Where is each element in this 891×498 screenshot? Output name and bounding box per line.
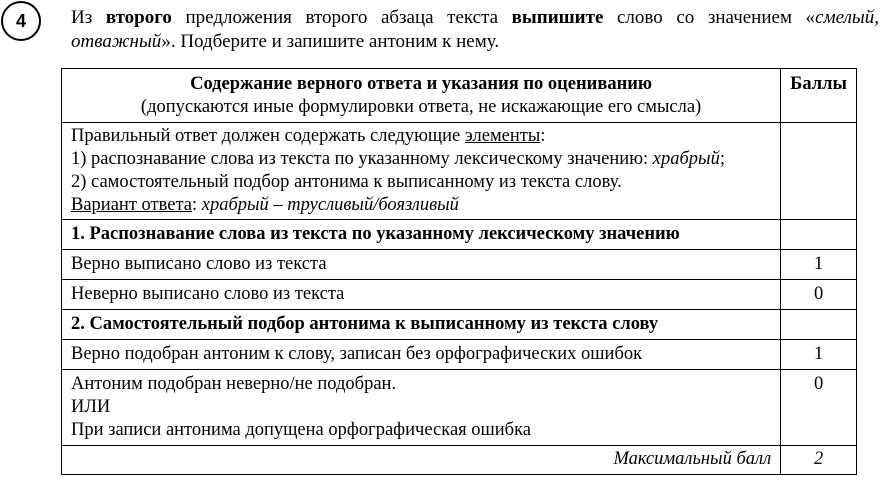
answer-element-1: 1) распознавание слова из текста по указанному лексическому значению: <box>71 149 653 169</box>
section-2-row <box>62 310 857 340</box>
criterion-text: Неверно выписано слово из текста <box>62 280 781 310</box>
task-text-bold: второго <box>105 7 172 28</box>
criterion-points: 1 <box>781 340 857 370</box>
header-row <box>62 69 857 123</box>
max-score-label: Максимальный балл <box>62 446 781 475</box>
criterion-points: 0 <box>781 370 857 446</box>
task-number: 4 <box>15 10 26 31</box>
criterion-points: 0 <box>781 280 857 310</box>
answer-intro: Правильный ответ должен содержать следующие <box>71 126 465 146</box>
task-text-part: ». Подберите и запишите антоним к нему. <box>161 31 500 52</box>
answer-element-1-end: ; <box>719 149 725 169</box>
task-text-part: Из <box>71 7 106 28</box>
criterion-text-multiline <box>62 370 781 446</box>
section-1-title: 1. Распознавание слова из текста по указанному лексическому значению <box>62 220 781 250</box>
assessment-table <box>61 68 857 475</box>
task-text-part: слово со значением « <box>603 7 816 28</box>
answer-cell <box>62 123 781 220</box>
answer-row <box>62 123 857 220</box>
answer-variant-label: Вариант ответа <box>71 195 192 215</box>
answer-intro-underlined: элементы <box>464 126 541 146</box>
answer-element-2: 2) самостоятельный подбор антонима к выписанному из текста слову. <box>71 172 622 192</box>
answer-variant-colon: : <box>191 195 202 215</box>
header-title: Содержание верного ответа и указания по оцениванию <box>190 74 653 94</box>
task-text <box>71 6 879 54</box>
header-content-cell <box>62 69 781 123</box>
header-points: Баллы <box>781 69 857 123</box>
task-number-badge <box>1 1 41 41</box>
answer-points-cell <box>781 123 857 220</box>
table-row <box>62 370 857 446</box>
table-row <box>62 250 857 280</box>
section-1-points-cell <box>781 220 857 250</box>
criterion-text: Верно подобран антоним к слову, записан без орфографических ошибок <box>62 340 781 370</box>
section-2-title: 2. Самостоятельный подбор антонима к выписанному из текста слову <box>62 310 781 340</box>
header-subtitle: (допускаются иные формулировки ответа, не искажающие его смысла) <box>140 97 702 117</box>
task-text-bold: выпишите <box>511 7 604 28</box>
task-text-part: предложения второго абзаца текста <box>171 7 512 28</box>
criterion-line: ИЛИ <box>71 397 111 417</box>
max-score-row <box>62 446 857 475</box>
section-1-row <box>62 220 857 250</box>
answer-element-1-word: храбрый <box>652 149 720 169</box>
table-row <box>62 340 857 370</box>
answer-variant-text: храбрый – трусливый/боязливый <box>201 195 459 215</box>
criterion-line: Антоним подобран неверно/не подобран. <box>71 374 397 394</box>
section-2-points-cell <box>781 310 857 340</box>
task-text-italic: смелый, отважный <box>71 7 879 52</box>
max-score-value: 2 <box>781 446 857 475</box>
criterion-points: 1 <box>781 250 857 280</box>
table-row <box>62 280 857 310</box>
answer-intro-end: : <box>540 126 546 146</box>
criterion-text: Верно выписано слово из текста <box>62 250 781 280</box>
criterion-line: При записи антонима допущена орфографическая ошибка <box>71 420 532 440</box>
